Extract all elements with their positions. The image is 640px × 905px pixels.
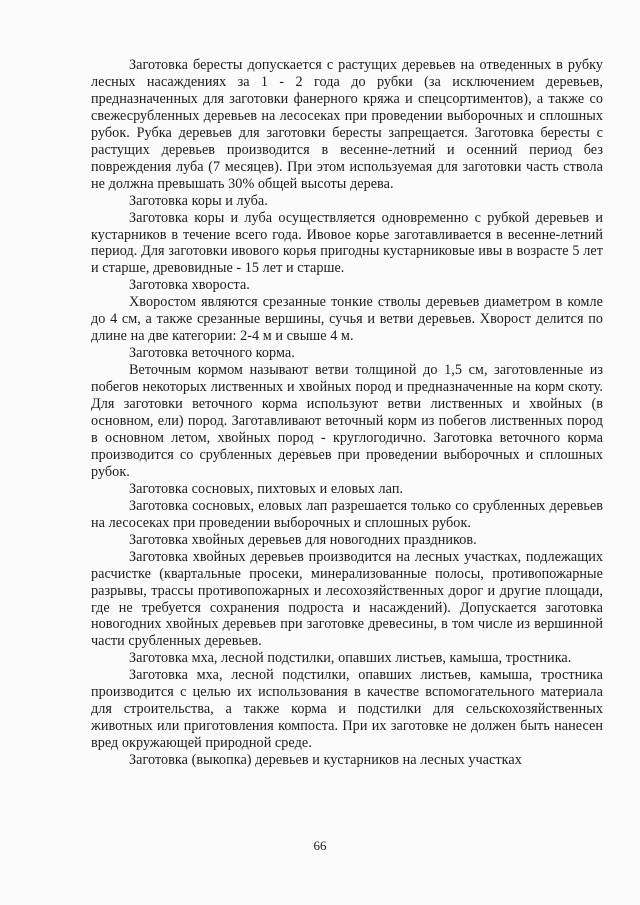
body-paragraph: Заготовка сосновых, еловых лап разрешается только со срубленных деревьев на лесосеках при проведении выборочных и сплошных рубок.	[91, 497, 603, 531]
body-paragraph: Заготовка коры и луба осуществляется одновременно с рубкой деревьев и кустарников в течение всего года. Ивовое корье заготавливается в весенне-летний период. Для заготовки ивового корья пригодны кустарниковые ивы в возрасте 5 лет и старше, древовидные - 15 лет и старше.	[91, 209, 603, 277]
body-paragraph: Заготовка мха, лесной подстилки, опавших листьев, камыша, тростника.	[129, 650, 572, 667]
page-number: 66	[313, 838, 327, 853]
section-heading: Заготовка хвороста.	[129, 277, 250, 294]
section-heading: Заготовка веточного корма.	[129, 345, 295, 362]
section-heading: Заготовка сосновых, пихтовых и еловых лап.	[129, 480, 404, 497]
section-heading: Заготовка (выкопка) деревьев и кустарников на лесных участках	[129, 752, 522, 769]
body-paragraph: Заготовка хвойных деревьев производится на лесных участках, подлежащих расчистке (квартальные просеки, минерализованные полосы, противопожарные разрывы, трассы противопожарных и лесохозяйственных дорог и другие площади, где не требуется сохранения подроста и насаждений). Допускается заготовка новогодних хвойных деревьев при заготовке древесины, в том числе из вершинной части срубленных деревьев.	[91, 548, 603, 650]
body-paragraph: Заготовка мха, лесной подстилки, опавших листьев, камыша, тростника производится с целью их использования в качестве вспомогательного материала для строительства, а также корма и подстилки для сельскохозяйственных животных или приготовления компоста. При их заготовке не должен быть нанесен вред окружающей природной среде.	[91, 667, 603, 752]
body-paragraph: Хворостом являются срезанные тонкие стволы деревьев диаметром в комле до 4 см, а также срезанные вершины, сучья и ветви деревьев. Хворост делится по длине на две категории: 2-4 м и свыше 4 м.	[91, 294, 603, 345]
body-paragraph: Заготовка бересты допускается с растущих деревьев на отведенных в рубку лесных насаждениях за 1 - 2 года до рубки (за исключением деревьев, предназначенных для заготовки фанерного кряжа и спецсортиментов), а также со свежесрубленных деревьев на лесосеках при проведении выборочных и сплошных рубок. Рубка деревьев для заготовки бересты запрещается. Заготовка бересты с растущих деревьев производится в весенне-летний и осенний период без повреждения луба (7 месяцев). При этом используемая для заготовки часть ствола не должна превышать 30% общей высоты дерева.	[91, 57, 603, 192]
section-heading: Заготовка коры и луба.	[129, 192, 268, 209]
body-paragraph: Веточным кормом называют ветви толщиной до 1,5 см, заготовленные из побегов некоторых лиственных и хвойных пород и предназначенные на корм скоту. Для заготовки веточного корма используют ветви лиственных и хвойных (в основном, ели) пород. Заготавливают веточный корм из побегов лиственных пород в основном летом, хвойных пород - круглогодично. Заготовка веточного корма производится со срубленных деревьев при проведении выборочных и сплошных рубок.	[91, 362, 603, 480]
document-body	[91, 57, 603, 769]
section-heading: Заготовка хвойных деревьев для новогодних праздников.	[129, 531, 477, 548]
